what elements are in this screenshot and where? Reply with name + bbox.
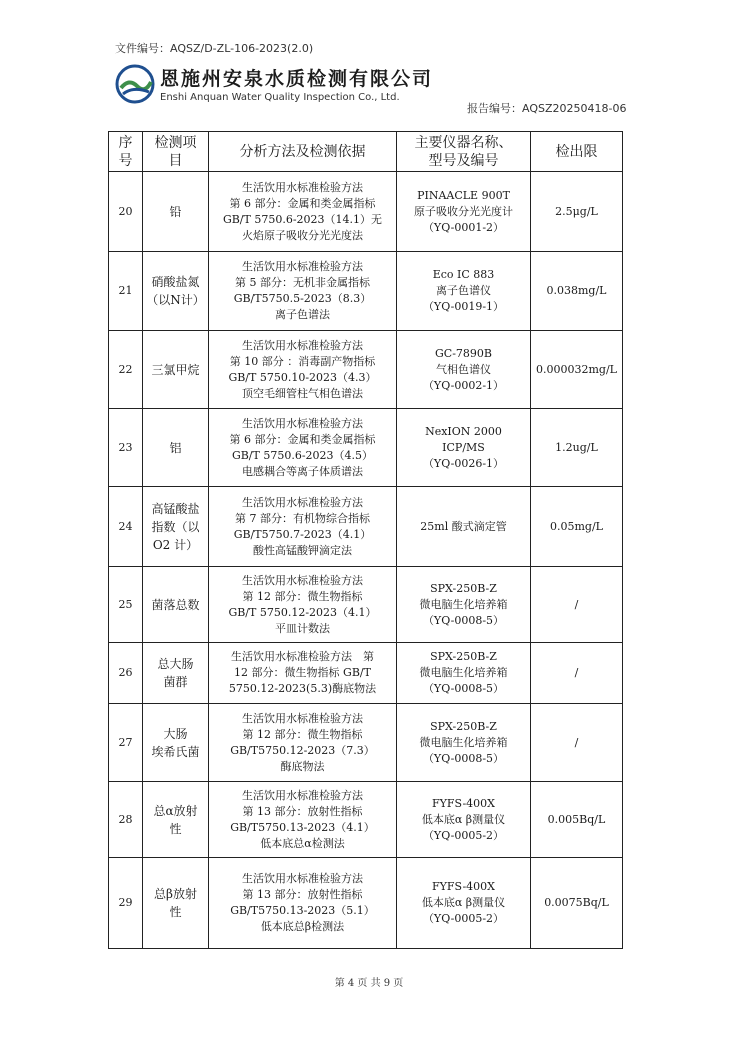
cell-line: 5750.12-2023(5.3)酶底物法 [228,682,377,695]
cell-line: 气相色谱仪 [436,362,491,376]
cell-line: （YQ-0008-5） [422,682,505,695]
cell-item [143,487,209,567]
cell-instrument [397,487,531,567]
cell-instrument [397,331,531,409]
company-name-cn: 恩施州安泉水质检测有限公司 [160,68,434,90]
cell-line: （YQ-0008-5） [422,613,505,627]
table-row [109,782,623,858]
cell-line: 检出限 [555,143,598,160]
cell-line: GB/T5750.12-2023（7.3） [230,743,375,757]
cell-line: 第 6 部分：金属和类金属指标 [229,196,376,210]
cell-line: GB/T 5750.6-2023（14.1）无 [222,212,383,226]
cell-line: 原子吸收分光光度计 [414,204,513,218]
cell-line: 第 10 部分 ：消毒副产物指标 [229,354,376,368]
cell-line: 菌落总数 [151,597,200,612]
cell-line: 铝 [169,440,182,455]
report-number: 报告编号：AQSZ20250418-06 [467,102,627,115]
cell-line: SPX-250B-Z [430,650,497,663]
cell-item [143,567,209,643]
cell-method [209,487,397,567]
cell-line: GB/T5750.7-2023（4.1） [233,527,372,541]
cell-line: 微电脑生化培养箱 [419,597,508,611]
header-limit [531,132,623,172]
cell-line: （YQ-0002-1） [422,378,505,392]
table-row [109,704,623,782]
cell-limit: 1.2ug/L [531,409,623,487]
cell-item [143,172,209,252]
table-row [109,172,623,252]
table-row [109,487,623,567]
cell-limit: / [531,704,623,782]
cell-line: 离子色谱仪 [436,284,491,297]
cell-line: 电感耦合等离子体质谱法 [242,464,363,478]
cell-limit: 0.000032mg/L [531,331,623,409]
header-item [143,132,209,172]
cell-line: 总α放射 [153,803,198,818]
cell-line: 离子色谱法 [275,308,330,321]
cell-line: 第 12 部分：微生物指标 [242,589,363,603]
cell-line: 第 12 部分：微生物指标 [242,727,363,741]
cell-limit: 2.5μg/L [531,172,623,252]
cell-seq: 24 [109,487,143,567]
cell-instrument [397,782,531,858]
cell-line: FYFS-400X [431,880,495,893]
cell-line: O2 计） [152,537,199,552]
cell-line: （YQ-0005-2） [422,912,505,925]
cell-item [143,643,209,704]
cell-method [209,409,397,487]
table-row [109,252,623,331]
cell-line: （YQ-0001-2） [422,220,505,234]
cell-line: 铅 [169,204,182,219]
cell-item [143,704,209,782]
cell-instrument [397,567,531,643]
cell-method [209,858,397,949]
company-logo-icon [115,64,155,104]
cell-line: 指数（以 [151,519,200,534]
cell-line: 平皿计数法 [275,621,330,635]
cell-line: SPX-250B-Z [430,719,497,733]
cell-line: 微电脑生化培养箱 [419,666,508,679]
cell-instrument [397,704,531,782]
cell-line: 第 13 部分：放射性指标 [242,804,363,818]
cell-item [143,782,209,858]
cell-line: 第 5 部分：无机非金属指标 [235,276,370,289]
cell-line: （YQ-0005-2） [422,828,505,842]
cell-limit: / [531,567,623,643]
cell-line: 生活饮用水标准检验方法 [242,338,363,352]
cell-line: 第 13 部分：放射性指标 [242,888,363,901]
header-instrument [397,132,531,172]
cell-seq: 20 [109,172,143,252]
cell-method [209,782,397,858]
cell-line: 低本底α β测量仪 [421,812,506,826]
table-header-row [109,132,623,172]
table-row [109,331,623,409]
cell-line: FYFS-400X [431,796,495,810]
cell-seq: 22 [109,331,143,409]
cell-item [143,858,209,949]
cell-line: 生活饮用水标准检验方法 [242,180,363,194]
cell-limit: 0.038mg/L [531,252,623,331]
cell-line: 生活饮用水标准检验方法 [242,416,363,430]
page-number: 第 4 页 共 9 页 [334,978,404,989]
cell-line: ICP/MS [442,440,485,454]
cell-method [209,331,397,409]
cell-line: 生活饮用水标准检验方法 [242,788,363,802]
cell-method [209,643,397,704]
cell-limit: 0.05mg/L [531,487,623,567]
cell-instrument [397,172,531,252]
results-table [108,131,623,949]
cell-line: 埃希氏菌 [151,744,200,759]
file-number: 文件编号：AQSZ/D-ZL-106-2023(2.0) [115,42,314,55]
cell-item [143,252,209,331]
cell-line: 性 [169,821,182,836]
cell-line: （YQ-0019-1） [422,300,505,313]
cell-limit: 0.005Bq/L [531,782,623,858]
cell-method [209,252,397,331]
cell-line: 菌群 [163,675,188,689]
cell-line: GB/T5750.13-2023（5.1） [230,904,375,917]
cell-seq: 23 [109,409,143,487]
header-method [209,132,397,172]
cell-line: 总大肠 [157,657,194,671]
cell-line: 低本底α β测量仪 [421,896,506,909]
cell-line: GB/T 5750.12-2023（4.1） [228,605,377,619]
cell-line: （YQ-0026-1） [422,456,505,470]
company-name-en: Enshi Anquan Water Quality Inspection Co., Ltd. [160,92,400,103]
cell-line: 高锰酸盐 [151,501,200,516]
cell-line: 目 [168,152,183,169]
cell-line: GB/T5750.13-2023（4.1） [230,820,375,834]
table-row [109,409,623,487]
cell-seq: 27 [109,704,143,782]
cell-line: Eco IC 883 [432,268,495,281]
cell-line: 型号及编号 [428,152,499,169]
cell-line: GB/T 5750.10-2023（4.3） [228,370,377,384]
header-seq [109,132,143,172]
cell-method [209,567,397,643]
cell-line: （YQ-0008-5） [422,751,505,765]
cell-line: 酸性高锰酸钾滴定法 [253,543,352,557]
cell-line: 生活饮用水标准检验方法 第 [231,650,374,663]
cell-line: SPX-250B-Z [430,581,497,595]
cell-seq: 25 [109,567,143,643]
cell-method [209,704,397,782]
cell-line: 生活饮用水标准检验方法 [242,872,363,885]
cell-limit: / [531,643,623,704]
cell-line: 性 [169,905,182,919]
cell-line: 总β放射 [154,887,197,901]
cell-line: 序 [118,134,133,151]
cell-line: 检测项 [154,134,197,151]
cell-line: 低本底总α检测法 [260,836,345,850]
cell-line: 火焰原子吸收分光光度法 [242,228,363,242]
cell-seq: 28 [109,782,143,858]
cell-line: 生活饮用水标准检验方法 [242,711,363,725]
cell-line: GC-7890B [435,346,492,360]
cell-line: （以N计） [146,293,205,307]
cell-line: 大肠 [163,726,188,741]
cell-line: 硝酸盐氮 [151,275,200,289]
cell-item [143,409,209,487]
cell-line: 25ml 酸式滴定管 [420,519,507,533]
cell-line: PINAACLE 900T [417,188,510,202]
cell-line: GB/T 5750.6-2023（4.5） [231,448,374,462]
cell-line: 12 部分：微生物指标 GB/T [234,666,371,679]
cell-line: NexION 2000 [425,424,502,438]
cell-seq: 26 [109,643,143,704]
table-row [109,643,623,704]
cell-method [209,172,397,252]
cell-line: 第 6 部分：金属和类金属指标 [229,432,376,446]
cell-instrument [397,858,531,949]
cell-line: 低本底总β检测法 [260,920,345,933]
cell-item [143,331,209,409]
cell-line: 生活饮用水标准检验方法 [242,573,363,587]
cell-instrument [397,643,531,704]
cell-line: GB/T5750.5-2023（8.3） [233,292,372,305]
cell-line: 第 7 部分：有机物综合指标 [235,511,370,525]
cell-line: 号 [118,152,133,169]
cell-line: 分析方法及检测依据 [239,143,366,160]
cell-seq: 29 [109,858,143,949]
table-row [109,858,623,949]
cell-line: 酶底物法 [280,759,325,773]
cell-line: 主要仪器名称、 [414,134,513,151]
cell-line: 生活饮用水标准检验方法 [242,260,363,273]
table-row [109,567,623,643]
cell-seq: 21 [109,252,143,331]
cell-line: 微电脑生化培养箱 [419,735,508,749]
cell-line: 三氯甲烷 [151,362,200,377]
cell-line: 顶空毛细管柱气相色谱法 [242,386,363,400]
cell-limit: 0.0075Bq/L [531,858,623,949]
cell-instrument [397,252,531,331]
cell-instrument [397,409,531,487]
cell-line: 生活饮用水标准检验方法 [242,495,363,509]
